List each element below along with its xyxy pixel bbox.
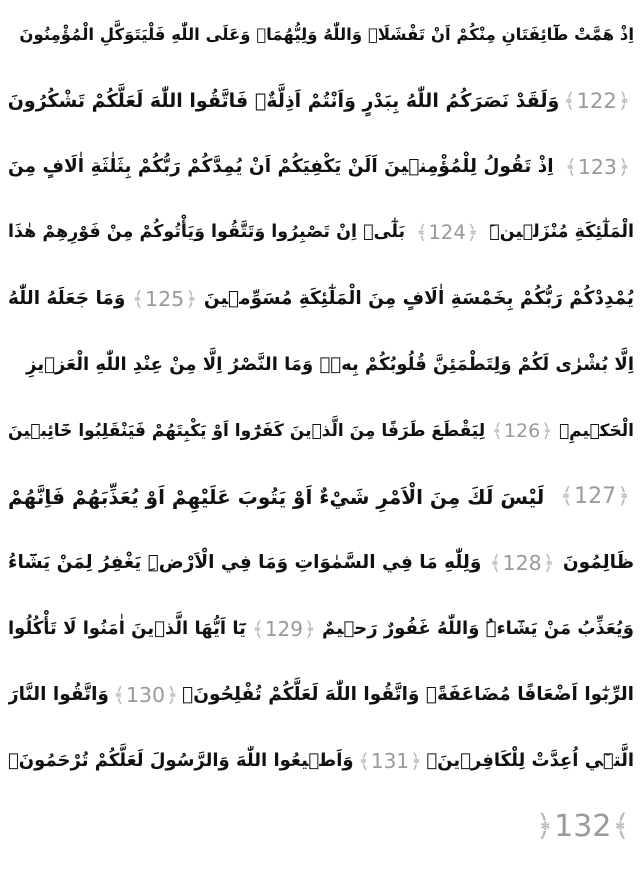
- ayah-number: 132: [554, 809, 612, 844]
- ayah-number: 126: [503, 419, 541, 442]
- verse-text: يُمْدِدْكُمْ رَبُّكُمْ بِخَمْسَةِ اٰلَافٍ مِنَ الْمَلٰٓئِكَةِ مُسَوِّم۪ينَ: [203, 287, 634, 309]
- ayah-marker-ornament-icon: ﴾: [564, 154, 577, 179]
- verse-line: [8, 200, 634, 266]
- verse-text: وَمَا جَعَلَهُ اللّٰهُ: [8, 287, 126, 309]
- verse-text: لَيْسَ لَكَ مِنَ الْاَمْرِ شَيْءٌ اَوْ يَتُوبَ عَلَيْهِمْ اَوْ يُعَذِّبَهُمْ فَاِنَّهُمْ: [8, 485, 545, 509]
- ayah-marker-ornament-icon: ﴿: [410, 749, 422, 773]
- ayah-number: 127: [574, 484, 617, 509]
- verse-text: الْحَك۪يمِۙ: [558, 420, 634, 441]
- ayah-marker-ornament-icon: ﴿: [185, 286, 198, 311]
- ayah-number-marker: [560, 475, 630, 519]
- verse-text: الَّت۪ٓي اُعِدَّتْ لِلْكَافِر۪ينَۚ: [426, 750, 634, 771]
- ayah-marker-ornament-icon: ﴿: [304, 617, 316, 641]
- verse-text: بَلٰٓىۙ اِنْ تَصْبِرُوا وَتَتَّقُوا وَيَأْتُوكُمْ مِنْ فَوْرِهِمْ هٰذَا: [8, 222, 406, 243]
- ayah-marker-ornament-icon: ﴿: [617, 154, 630, 179]
- ayah-marker-ornament-icon: ﴾: [132, 286, 145, 311]
- verse-line: [8, 596, 634, 662]
- verse-line: [8, 332, 634, 398]
- ayah-marker-ornament-icon: ﴿: [541, 419, 553, 442]
- verse-line: [8, 2, 634, 68]
- ayah-marker-ornament-icon: ﴿: [535, 809, 554, 844]
- verse-line: [8, 266, 634, 332]
- ayah-number-marker: [563, 79, 630, 123]
- ayah-marker-ornament-icon: ﴾: [358, 749, 370, 773]
- ayah-number-marker: [358, 739, 422, 783]
- quran-page: [8, 0, 634, 876]
- verse-line: [8, 728, 634, 794]
- verse-text: اِذْ تَقُولُ لِلْمُؤْمِن۪ينَ اَلَنْ يَكْفِيَكُمْ اَنْ يُمِدَّكُمْ رَبُّكُمْ بِثَلٰثَةِ اٰلَافٍ مِنَ: [8, 155, 554, 177]
- ayah-number-marker: [490, 541, 555, 585]
- verse-text: ظَالِمُونَ: [562, 551, 634, 573]
- verse-text: وَيُعَذِّبُ مَنْ يَشَٓاءُۜ وَاللّٰهُ غَفُورٌ رَح۪يمٌ: [322, 618, 634, 639]
- verse-text: اِذْ هَمَّتْ طَٓائِفَتَانِ مِنْكُمْ اَنْ تَفْشَلَاۙ وَاللّٰهُ وَلِيُّهُمَاۜ وَعَلَى اللّٰهِ فَلْيَتَوَكَّلِ الْمُؤْمِنُونَ: [19, 24, 634, 44]
- verse-text: وَلَقَدْ نَصَرَكُمُ اللّٰهُ بِبَدْرٍ وَاَنْتُمْ اَذِلَّةٌۚ فَاتَّقُوا اللّٰهَ لَعَلَّكُمْ تَشْكُرُونَ: [8, 89, 560, 112]
- verse-text: الْمَلٰٓئِكَةِ مُنْزَل۪ينَۜ: [489, 222, 634, 243]
- verse-line: [8, 530, 634, 596]
- ayah-marker-ornament-icon: ﴾: [563, 88, 576, 113]
- ayah-marker-ornament-icon: ﴿: [617, 88, 630, 113]
- verse-text: لِيَقْطَعَ طَرَفًا مِنَ الَّذ۪ينَ كَفَرُٓوا اَوْ يَكْبِتَهُمْ فَيَنْقَلِبُوا خَٓائِب۪ينَ: [8, 420, 486, 441]
- ayah-marker-ornament-icon: ﴾: [560, 484, 574, 509]
- ayah-number-marker: [132, 277, 197, 321]
- ayah-number: 124: [428, 221, 466, 245]
- ayah-marker-ornament-icon: ﴿: [466, 221, 479, 245]
- ayah-marker-ornament-icon: ﴾: [491, 419, 503, 442]
- ayah-number: 125: [145, 286, 185, 311]
- ayah-marker-ornament-icon: ﴾: [112, 682, 125, 707]
- ayah-marker-ornament-icon: ﴾: [612, 809, 630, 844]
- ayah-number: 130: [125, 682, 166, 707]
- verse-text: يَٓا اَيُّهَا الَّذ۪ينَ اٰمَنُوا لَا تَأْكُلُوا: [8, 618, 246, 639]
- verse-line: [8, 134, 634, 200]
- ayah-number-marker: [492, 409, 553, 453]
- verse-line: [8, 68, 634, 134]
- ayah-number: 131: [370, 749, 410, 773]
- verse-text: وَلِلّٰهِ مَا فِي السَّمٰوَاتِ وَمَا فِي الْاَرْضِۜ يَغْفِرُ لِمَنْ يَشَٓاءُ: [8, 551, 482, 573]
- ayah-marker-ornament-icon: ﴿: [166, 682, 179, 707]
- verse-text: اِلَّا بُشْرٰى لَكُمْ وَلِتَطْمَئِنَّ قُلُوبُكُمْ بِه۪ۜ وَمَا النَّصْرُ اِلَّا مِنْ عِنْدِ اللّٰهِ الْعَز۪يزِ: [26, 354, 634, 375]
- ayah-marker-ornament-icon: ﴾: [252, 617, 264, 641]
- verse-text: وَاَط۪يعُوا اللّٰهَ وَالرَّسُولَ لَعَلَّكُمْ تُرْحَمُونَۚ: [8, 750, 354, 771]
- ayah-number: 128: [502, 550, 542, 575]
- ayah-number-marker: [252, 607, 316, 651]
- ayah-marker-ornament-icon: ﴾: [416, 221, 428, 245]
- ayah-number: 122: [576, 88, 617, 113]
- ayah-marker-ornament-icon: ﴿: [617, 484, 630, 509]
- ayah-number: 129: [264, 617, 304, 641]
- ayah-number-marker: [565, 145, 630, 189]
- verse-text: وَاتَّقُوا النَّارَ: [8, 683, 109, 705]
- verse-text: الرِّبٰٓوا اَضْعَافًا مُضَاعَفَةًۖ وَاتَّقُوا اللّٰهَ لَعَلَّكُمْ تُفْلِحُونَۚ: [182, 683, 634, 705]
- verse-line: [8, 398, 634, 464]
- ayah-number-marker: [416, 211, 478, 255]
- ayah-number-marker: [113, 673, 178, 717]
- ayah-number: 123: [577, 154, 617, 179]
- verse-line-final: [8, 794, 634, 860]
- ayah-number-marker: [536, 805, 630, 849]
- ayah-marker-ornament-icon: ﴿: [542, 550, 555, 575]
- verse-line: [8, 662, 634, 728]
- ayah-marker-ornament-icon: ﴾: [489, 550, 502, 575]
- verse-line: [8, 464, 634, 530]
